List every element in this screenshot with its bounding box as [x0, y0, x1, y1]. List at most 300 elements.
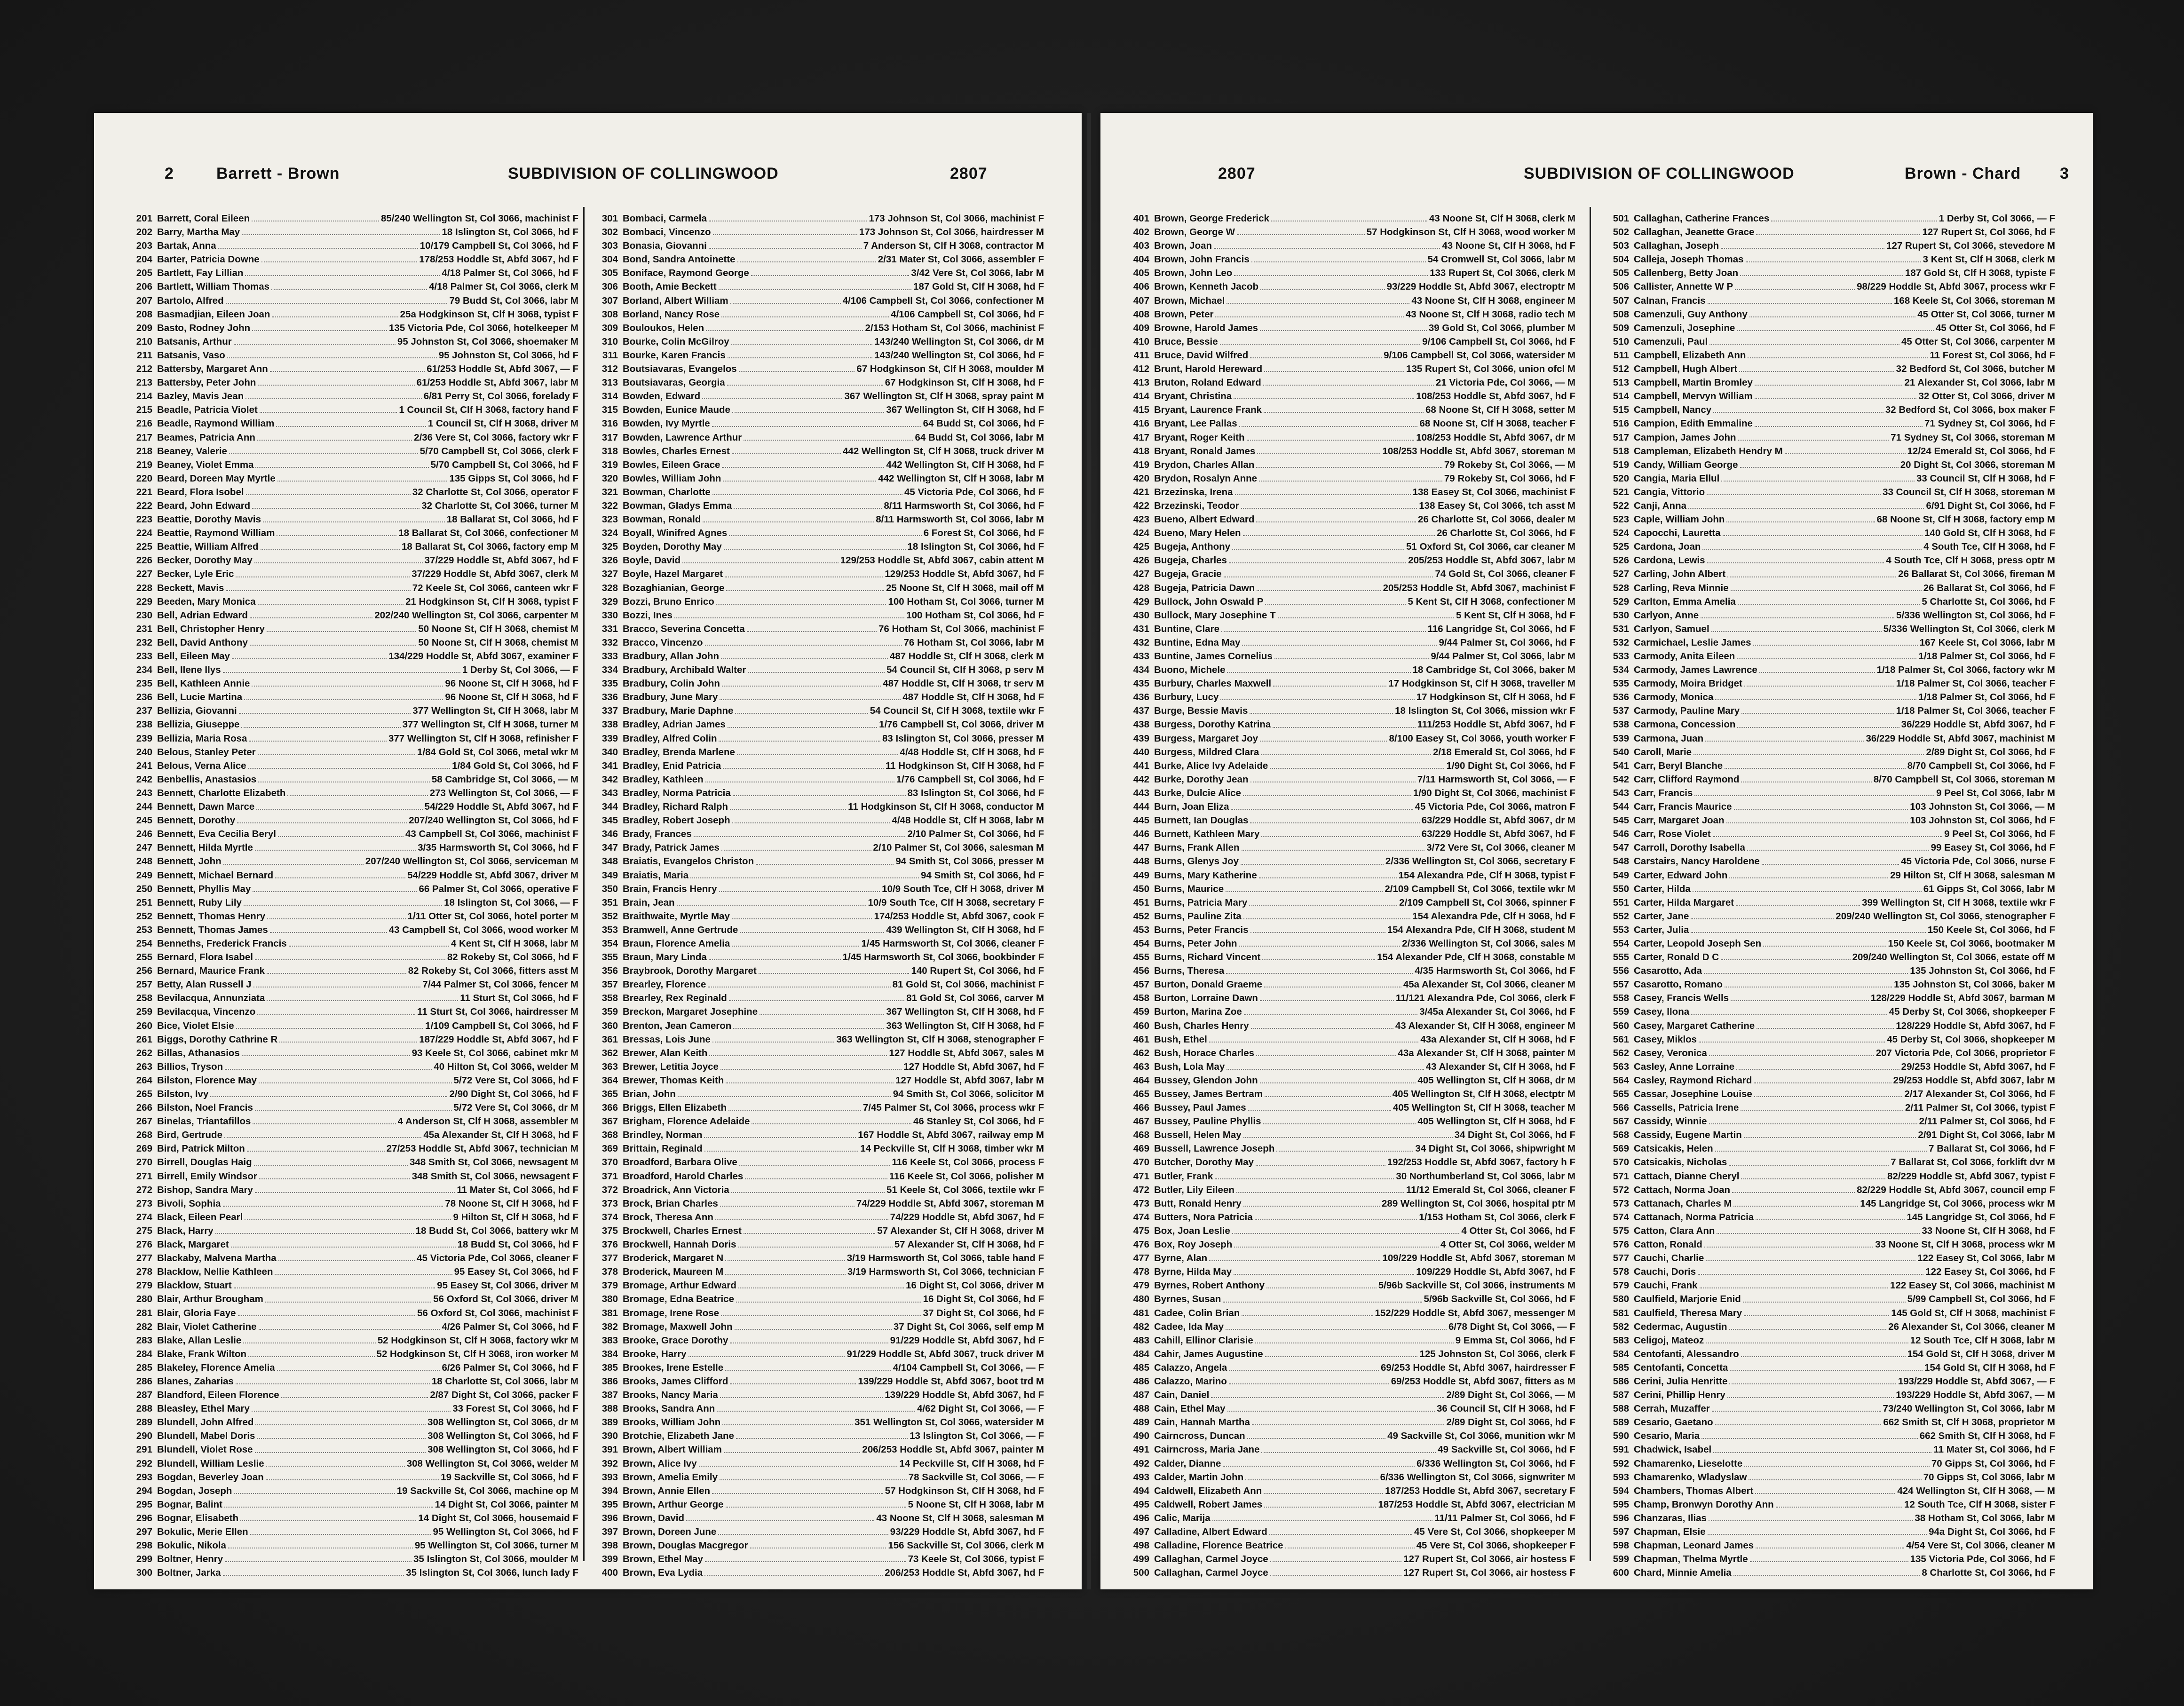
dot-leader [1270, 1566, 1402, 1576]
list-item [597, 1552, 1044, 1566]
dot-leader [1744, 1306, 1889, 1316]
list-item [1608, 1155, 2055, 1169]
entry-name: Bruton, Roland Edward [1154, 377, 1261, 388]
entry-address: 56 Oxford St, Col 3066, machinist F [417, 1307, 578, 1319]
entry-name: Becker, Lyle Eric [157, 569, 234, 580]
entry-address: 8/100 Easey St, Col 3066, youth worker F [1389, 733, 1575, 744]
list-item [1608, 1210, 2055, 1224]
entry-address: 37 Dight St, Col 3066, hd F [923, 1307, 1044, 1319]
list-item [1129, 896, 1575, 909]
entry-address: 19 Sackville St, Col 3066, machine op M [396, 1485, 578, 1496]
dot-leader [730, 294, 841, 304]
entry-name: Calder, Dianne [1154, 1458, 1221, 1469]
entry-number: 428 [1133, 582, 1149, 593]
entry-name: Bennett, Dawn Marce [157, 801, 255, 813]
entry-name: Birrell, Douglas Haig [157, 1157, 252, 1168]
entry-name: Beadle, Raymond William [157, 418, 275, 429]
entry-address: 9 Hilton St, Clf H 3068, hd F [453, 1211, 578, 1223]
list-item [1608, 1306, 2055, 1320]
entry-name: Calleja, Joseph Thomas [1634, 254, 1744, 265]
list-item [597, 991, 1044, 1005]
entry-number: 265 [136, 1089, 152, 1099]
dot-leader [1741, 1101, 1903, 1111]
list-item [597, 1498, 1044, 1511]
entry-address: 442 Wellington St, Clf H 3068, labr M [878, 473, 1044, 484]
entry-address: 37 Dight St, Col 3066, self emp M [893, 1321, 1044, 1332]
list-item [597, 499, 1044, 513]
entry-number: 229 [136, 596, 152, 607]
entry-name: Battersby, Peter John [157, 377, 256, 388]
entry-name: Casey, Veronica [1634, 1047, 1707, 1058]
dot-leader [1276, 1142, 1413, 1152]
list-item [597, 553, 1044, 567]
entry-number: 582 [1613, 1321, 1629, 1332]
entry-number: 287 [136, 1390, 152, 1401]
list-item [132, 1224, 578, 1238]
entry-address: 154 Alexandra Pde, Clf H 3068, student M [1387, 924, 1575, 935]
entry-address: 33 Noone St, Clf H 3068, hd F [1922, 1225, 2055, 1236]
entry-address: 11 Sturt St, Col 3066, hairdresser M [417, 1006, 578, 1018]
list-item [597, 950, 1044, 964]
entry-name: Burns, Frank Allen [1154, 842, 1240, 853]
entry-address: 154 Alexander Pde, Clf H 3068, constable M [1377, 952, 1575, 963]
entry-name: Black, Harry [157, 1225, 214, 1236]
entry-name: Brearley, Florence [623, 979, 706, 990]
entry-number: 306 [601, 281, 618, 292]
entry-name: Brooks, James Clifford [623, 1375, 728, 1387]
list-item [132, 677, 578, 690]
entry-number: 443 [1133, 787, 1149, 798]
entry-address: 154 Gold St, Clf H 3068, driver M [1907, 1348, 2055, 1359]
list-item [1129, 540, 1575, 553]
entry-number: 349 [601, 869, 618, 881]
entry-number: 370 [601, 1157, 618, 1168]
entry-address: 94a Dight St, Col 3066, hd F [1929, 1526, 2055, 1537]
entry-address: 45 Otter St, Col 3066, carpenter M [1901, 336, 2055, 347]
list-item [132, 1457, 578, 1470]
list-item [597, 485, 1044, 499]
dot-leader [1737, 649, 1916, 659]
dot-leader [261, 253, 418, 262]
entry-address: 32 Otter St, Col 3066, driver M [1918, 391, 2055, 402]
entry-address: 367 Wellington St, Clf H 3068, spray paint M [844, 391, 1044, 402]
dot-leader [1256, 1155, 1385, 1165]
entry-number: 451 [1133, 897, 1149, 908]
entry-number: 408 [1133, 308, 1149, 320]
entry-name: Cerrah, Muzaffer [1634, 1403, 1710, 1414]
entry-address: 18 Islington St, Col 3066, hd F [907, 541, 1044, 553]
entry-number: 364 [601, 1074, 618, 1086]
entry-number: 201 [136, 213, 152, 224]
list-item [597, 266, 1044, 280]
dot-leader [1256, 1046, 1396, 1056]
dot-leader [730, 1374, 856, 1384]
list-item [597, 869, 1044, 882]
dot-leader [1727, 1388, 1894, 1398]
list-item [1129, 622, 1575, 636]
list-item [1608, 978, 2055, 991]
entry-number: 477 [1133, 1253, 1149, 1264]
entry-address: 91/229 Hoddle St, Abfd 3067, truck driver M [847, 1348, 1044, 1359]
list-item [1129, 854, 1575, 868]
dot-leader [1223, 1457, 1415, 1467]
list-item [597, 1197, 1044, 1210]
dot-leader [747, 622, 877, 632]
entry-number: 566 [1613, 1102, 1629, 1114]
entry-number: 457 [1133, 979, 1149, 990]
dot-leader [1744, 1128, 1916, 1138]
dot-leader [756, 854, 894, 864]
dot-leader [260, 403, 397, 413]
entry-name: Calazzo, Angela [1154, 1362, 1227, 1373]
entry-name: Cain, Ethel May [1154, 1403, 1226, 1414]
entry-address: 4 Anderson St, Clf H 3068, assembler M [397, 1116, 578, 1127]
entry-name: Bowles, William John [623, 473, 721, 484]
entry-name: Blandford, Eileen Florence [157, 1390, 279, 1401]
entry-number: 507 [1613, 295, 1629, 306]
entry-number: 392 [601, 1458, 618, 1469]
entry-number: 574 [1613, 1211, 1629, 1223]
entry-number: 541 [1613, 760, 1629, 771]
entry-number: 297 [136, 1526, 152, 1537]
entry-address: 32 Charlotte St, Col 3066, operator F [412, 486, 578, 498]
list-item [597, 417, 1044, 430]
entry-name: Brown, Michael [1154, 295, 1225, 306]
entry-address: 154 Gold St, Clf H 3068, hd F [1924, 1362, 2055, 1373]
dot-leader [678, 1087, 891, 1097]
list-item [132, 239, 578, 253]
entry-address: 54 Cromwell St, Col 3066, labr M [1427, 254, 1575, 265]
entry-name: Beard, John Edward [157, 500, 251, 511]
entry-name: Braun, Florence Amelia [623, 938, 730, 949]
entry-name: Burnett, Ian Douglas [1154, 815, 1249, 826]
entry-number: 202 [136, 227, 152, 238]
entry-name: Blundell, Violet Rose [157, 1444, 253, 1455]
entry-number: 578 [1613, 1266, 1629, 1278]
entry-address: 29/253 Hoddle St, Abfd 3067, labr M [1893, 1074, 2055, 1086]
entry-name: Cardona, Lewis [1634, 555, 1705, 566]
dot-leader [1242, 1306, 1373, 1316]
dot-leader [1244, 1005, 1417, 1015]
list-item [1608, 1470, 2055, 1484]
entry-name: Bice, Violet Elsie [157, 1020, 234, 1031]
entry-number: 579 [1613, 1280, 1629, 1291]
entry-address: 156 Sackville St, Col 3066, clerk M [888, 1540, 1044, 1551]
dot-leader [712, 485, 902, 495]
entry-number: 404 [1133, 254, 1149, 265]
entry-number: 570 [1613, 1157, 1629, 1168]
entry-address: 4 Kent St, Clf H 3068, labr M [451, 938, 578, 949]
entry-address: 367 Wellington St, Clf H 3068, hd F [886, 1006, 1044, 1018]
dot-leader [270, 362, 425, 372]
entry-address: 1/90 Dight St, Col 3066, hd F [1446, 760, 1575, 771]
entry-name: Brotchie, Elizabeth Jane [623, 1430, 734, 1442]
dot-leader [715, 1210, 888, 1220]
entry-number: 503 [1613, 240, 1629, 252]
dot-leader [729, 991, 904, 1001]
entry-number: 539 [1613, 733, 1629, 744]
entry-number: 212 [136, 363, 152, 375]
list-item [1129, 814, 1575, 827]
dot-leader [1712, 1402, 1881, 1412]
entry-number: 560 [1613, 1020, 1629, 1031]
list-item [132, 1484, 578, 1498]
list-item [132, 1402, 578, 1415]
entry-address: 5/70 Campbell St, Col 3066, hd F [430, 459, 578, 470]
list-item [132, 526, 578, 540]
entry-address: 26 Charlotte St, Col 3066, dealer M [1418, 514, 1575, 525]
entry-address: 122 Easey St, Col 3066, machinist M [1890, 1280, 2055, 1291]
list-item [1129, 212, 1575, 225]
dot-leader [229, 444, 418, 454]
entry-name: Burgess, Mildred Clara [1154, 746, 1259, 758]
list-item [1608, 444, 2055, 458]
entry-name: Chanzaras, Ilias [1634, 1512, 1707, 1524]
dot-leader [1725, 759, 1905, 769]
entry-name: Bush, Lola May [1154, 1061, 1225, 1072]
entry-address: 70 Gipps St, Col 3066, labr M [1923, 1471, 2055, 1483]
entry-address: 70 Gipps St, Col 3066, hd F [1931, 1458, 2055, 1469]
entry-number: 490 [1133, 1430, 1149, 1442]
entry-address: 4 South Tce, Clf H 3068, press optr M [1886, 555, 2055, 566]
entry-name: Brown, Alice Ivy [623, 1458, 697, 1469]
entry-number: 405 [1133, 268, 1149, 279]
list-item [1129, 376, 1575, 389]
list-item [1129, 704, 1575, 718]
list-item [1608, 376, 2055, 389]
entry-name: Caroll, Marie [1634, 746, 1692, 758]
entry-name: Bruce, David Wilfred [1154, 349, 1249, 361]
list-item [1608, 553, 2055, 567]
list-item [597, 1334, 1044, 1347]
entry-number: 424 [1133, 528, 1149, 539]
entry-address: 76 Hotham St, Col 3066, machinist F [878, 623, 1044, 634]
list-item [132, 1443, 578, 1456]
entry-name: Cangia, Vittorio [1634, 486, 1705, 498]
entry-address: 11/11 Palmer St, Col 3066, hd F [1434, 1512, 1575, 1524]
entry-number: 534 [1613, 664, 1629, 676]
entry-name: Celigoj, Mateoz [1634, 1335, 1704, 1346]
dot-leader [722, 458, 884, 468]
entry-number: 317 [601, 432, 618, 443]
entry-name: Caulfield, Marjorie Enid [1634, 1294, 1741, 1305]
entry-address: 18 Islington St, Col 3066, mission wkr F [1395, 705, 1575, 717]
entry-address: 33 Noone St, Clf H 3068, process wkr M [1875, 1239, 2055, 1250]
entry-name: Brooks, Nancy Maria [623, 1390, 718, 1401]
dot-leader [716, 595, 886, 605]
entry-number: 211 [136, 349, 152, 361]
entry-address: 187/253 Hoddle St, Abfd 3067, electrician M [1378, 1499, 1575, 1510]
entry-number: 483 [1133, 1335, 1149, 1346]
list-item [132, 513, 578, 526]
entry-name: Byrnes, Robert Anthony [1154, 1280, 1265, 1291]
dot-leader [1243, 1197, 1380, 1207]
dot-leader [1713, 403, 1883, 413]
entry-address: 95 Easey St, Col 3066, driver M [437, 1280, 578, 1291]
dot-leader [267, 909, 405, 919]
entry-address: 351 Wellington St, Col 3066, watersider M [855, 1417, 1044, 1428]
entry-name: Calder, Martin John [1154, 1471, 1244, 1483]
entry-address: 122 Easey St, Col 3066, hd F [1925, 1266, 2055, 1278]
list-item [132, 786, 578, 800]
entry-name: Burke, Alice Ivy Adelaide [1154, 760, 1268, 771]
list-item [1129, 253, 1575, 266]
dot-leader [737, 745, 898, 755]
entry-number: 326 [601, 555, 618, 566]
dot-leader [1264, 1484, 1383, 1494]
entry-address: 134/229 Hoddle St, Abfd 3067, examiner F [388, 651, 578, 662]
list-item [1608, 294, 2055, 308]
dot-leader [1741, 1169, 1885, 1179]
entry-number: 384 [601, 1348, 618, 1359]
entry-name: Bennett, Ruby Lily [157, 897, 242, 908]
entry-address: 143/240 Wellington St, Col 3066, dr M [874, 336, 1044, 347]
dot-leader [1243, 1128, 1453, 1138]
list-item [1608, 1552, 2055, 1566]
dot-leader [281, 1388, 428, 1398]
list-item [1129, 964, 1575, 978]
list-item [597, 1374, 1044, 1388]
entry-name: Campleman, Elizabeth Hendry M [1634, 445, 1783, 457]
entry-number: 279 [136, 1280, 152, 1291]
list-item [1608, 1292, 2055, 1306]
list-item [1608, 280, 2055, 293]
dot-leader [1266, 1279, 1377, 1288]
entry-address: 154 Alexandra Pde, Clf H 3068, hd F [1412, 910, 1575, 922]
entry-name: Bueno, Albert Edward [1154, 514, 1255, 525]
page-number: 3 [2060, 165, 2069, 182]
list-item [597, 636, 1044, 649]
list-item [597, 745, 1044, 759]
entry-address: 348 Smith St, Col 3066, newsagent M [410, 1157, 578, 1168]
list-item [1129, 1334, 1575, 1347]
entry-number: 558 [1613, 993, 1629, 1004]
entry-name: Brooke, Grace Dorothy [623, 1335, 728, 1346]
entry-number: 464 [1133, 1074, 1149, 1086]
entry-name: Belous, Verna Alice [157, 760, 246, 771]
list-item [132, 1238, 578, 1251]
entry-address: 363 Wellington St, Clf H 3068, hd F [886, 1020, 1044, 1031]
list-item [132, 923, 578, 937]
list-item [132, 978, 578, 991]
list-item [1608, 513, 2055, 526]
entry-address: 100 Hotham St, Col 3066, turner M [888, 596, 1044, 607]
dot-leader [1260, 321, 1427, 331]
entry-name: Carmichael, Leslie James [1634, 637, 1751, 648]
entry-name: Carling, Reva Minnie [1634, 582, 1729, 593]
list-item [132, 1566, 578, 1580]
entry-name: Brydon, Rosalyn Anne [1154, 473, 1258, 484]
dot-leader [722, 677, 881, 687]
entry-address: 69/253 Hoddle St, Abfd 3067, fitters as M [1391, 1375, 1575, 1387]
entry-address: 1 Derby St, Col 3066, — F [462, 664, 578, 676]
list-item [597, 567, 1044, 581]
list-item [1129, 321, 1575, 335]
entry-address: 2/336 Wellington St, Col 3066, sales M [1402, 938, 1575, 949]
dot-leader [734, 499, 882, 509]
entry-number: 533 [1613, 651, 1629, 662]
entry-number: 203 [136, 240, 152, 252]
list-item [132, 1265, 578, 1279]
list-item [1129, 1128, 1575, 1142]
entry-name: Bartlett, Fay Lillian [157, 268, 244, 279]
entry-name: Blundell, John Alfred [157, 1417, 254, 1428]
list-item [132, 896, 578, 909]
entry-number: 206 [136, 281, 152, 292]
entry-number: 438 [1133, 719, 1149, 730]
dot-leader [215, 1224, 414, 1234]
entry-address: 108/253 Hoddle St, Abfd 3067, dr M [1416, 432, 1575, 443]
entry-address: 1/18 Palmer St, Col 3066, hd F [1918, 651, 2055, 662]
entry-number: 584 [1613, 1348, 1629, 1359]
entry-address: 35 Islington St, Col 3066, lunch lady F [406, 1567, 578, 1579]
entry-address: 1/76 Campbell St, Col 3066, driver M [879, 719, 1044, 730]
entry-name: Beattie, Dorothy Mavis [157, 514, 261, 525]
list-item [597, 773, 1044, 786]
entry-number: 227 [136, 569, 152, 580]
dot-leader [1220, 335, 1421, 345]
dot-leader [1700, 1279, 1888, 1288]
dot-leader [751, 266, 910, 276]
entry-name: Binelas, Triantafillos [157, 1116, 251, 1127]
list-item [1608, 1060, 2055, 1074]
dot-leader [261, 540, 400, 550]
entry-number: 565 [1613, 1089, 1629, 1099]
dot-leader [1735, 280, 1855, 290]
list-item [132, 814, 578, 827]
entry-number: 249 [136, 869, 152, 881]
entry-address: 4/18 Palmer St, Col 3066, hd F [442, 268, 578, 279]
entry-number: 243 [136, 787, 152, 798]
dot-leader [271, 280, 427, 290]
dot-leader [732, 444, 841, 454]
entry-number: 480 [1133, 1294, 1149, 1305]
entry-name: Casey, Miklos [1634, 1034, 1697, 1045]
entry-number: 218 [136, 445, 152, 457]
entry-name: Cahill, Ellinor Clarisie [1154, 1335, 1253, 1346]
entry-address: 83 Islington St, Col 3066, hd F [907, 787, 1044, 798]
entry-number: 508 [1613, 308, 1629, 320]
entry-address: 116 Keele St, Col 3066, process F [892, 1157, 1044, 1168]
list-item [1129, 1005, 1575, 1019]
dot-leader [719, 280, 911, 290]
entry-name: Burke, Dorothy Jean [1154, 774, 1249, 785]
list-item [597, 362, 1044, 376]
entry-address: 20 Dight St, Col 3066, storeman M [1900, 459, 2055, 470]
entry-name: Catsicakis, Helen [1634, 1143, 1713, 1154]
dot-leader [1269, 1525, 1412, 1535]
page-title: SUBDIVISION OF COLLINGWOOD [1524, 165, 1795, 182]
entry-number: 429 [1133, 596, 1149, 607]
entry-number: 537 [1613, 705, 1629, 717]
dot-leader [263, 513, 445, 522]
dot-leader [236, 1374, 430, 1384]
entry-name: Callister, Annette W P [1634, 281, 1733, 292]
entry-name: Bell, Kathleen Annie [157, 678, 250, 689]
entry-number: 235 [136, 678, 152, 689]
entry-number: 557 [1613, 979, 1629, 990]
list-item [1608, 649, 2055, 663]
dot-leader [231, 1238, 456, 1248]
entry-number: 573 [1613, 1198, 1629, 1209]
entry-address: 135 Johnston St, Col 3066, baker M [1894, 979, 2055, 990]
entry-number: 524 [1613, 528, 1629, 539]
list-item [132, 1128, 578, 1142]
entry-address: 173 Johnson St, Col 3066, machinist F [869, 213, 1044, 224]
entry-name: Bleasley, Ethel Mary [157, 1403, 250, 1414]
entry-name: Basmadjian, Eileen Joan [157, 308, 270, 320]
entry-address: 79 Rokeby St, Col 3066, — M [1444, 459, 1575, 470]
